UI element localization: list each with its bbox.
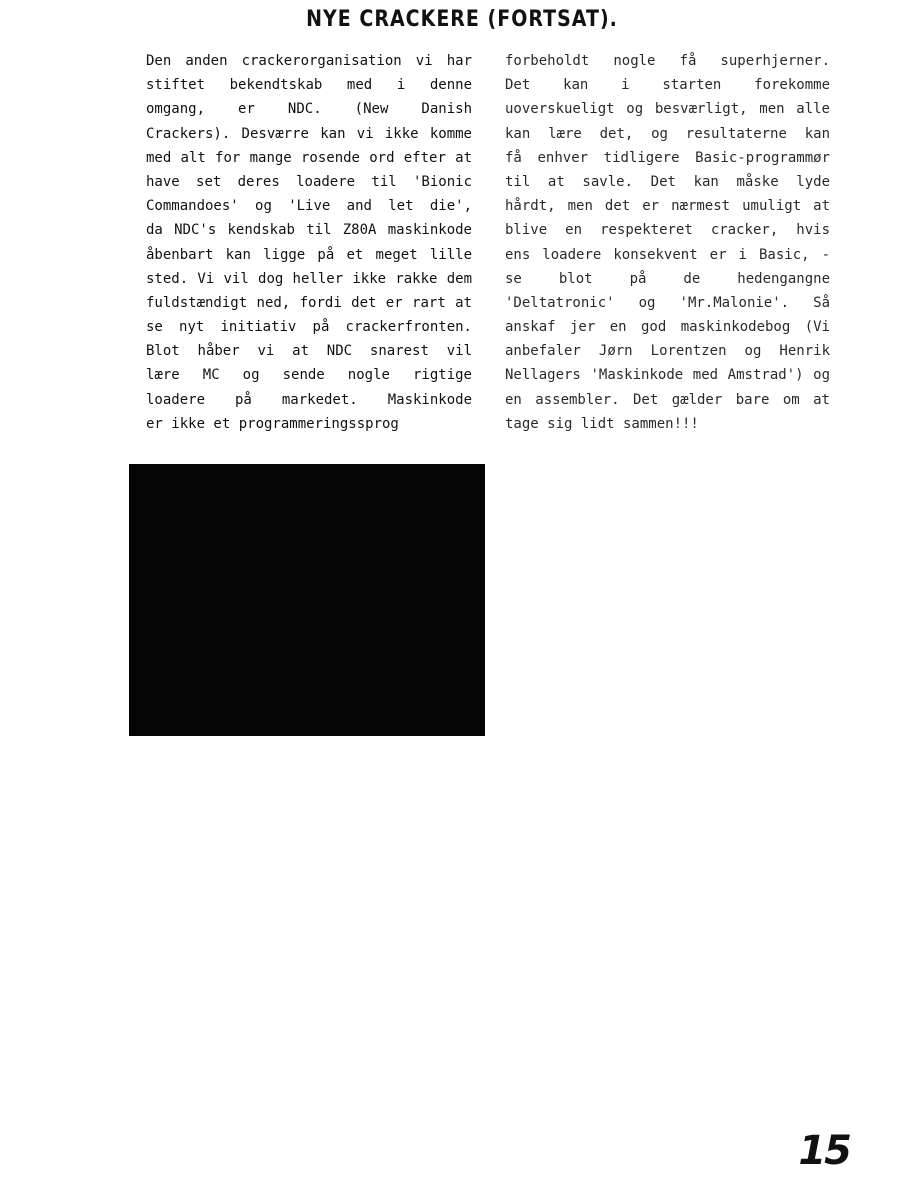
left-text-column — [146, 49, 472, 436]
left-column-line: have set deres loadere til 'Bionic — [146, 173, 472, 190]
right-column-line: til at savle. Det kan måske lyde — [505, 173, 830, 190]
right-text-column — [505, 49, 830, 436]
right-column-line: uoverskueligt og besværligt, men alle — [505, 101, 830, 118]
right-column-line: anskaf jer en god maskinkodebog (Vi — [505, 319, 830, 336]
left-column-line: fuldstændigt ned, fordi det er rart at — [146, 294, 472, 311]
left-column-line: sted. Vi vil dog heller ikke rakke dem — [146, 270, 472, 287]
right-column-line: få enhver tidligere Basic-programmør — [505, 149, 830, 166]
left-column-line: Blot håber vi at NDC snarest vil — [146, 343, 472, 360]
left-column-line: Commandoes' og 'Live and let die', — [146, 198, 472, 215]
right-column-line: anbefaler Jørn Lorentzen og Henrik — [505, 343, 830, 360]
right-column-line: Nellagers 'Maskinkode med Amstrad') og — [505, 367, 830, 384]
left-column-line: er ikke et programmeringssprog — [146, 415, 399, 432]
left-column-line: se nyt initiativ på crackerfronten. — [146, 319, 472, 336]
left-column-line: åbenbart kan ligge på et meget lille — [146, 246, 472, 263]
left-column-line: da NDC's kendskab til Z80A maskinkode — [146, 222, 472, 239]
left-column-line: loadere på markedet. Maskinkode — [146, 391, 472, 408]
right-column-line: hårdt, men det er nærmest umuligt at — [505, 198, 830, 215]
right-column-line: 'Deltatronic' og 'Mr.Malonie'. Så — [505, 294, 830, 311]
right-column-line: en assembler. Det gælder bare om at — [505, 391, 830, 408]
right-column-line: blive en respekteret cracker, hvis — [505, 222, 830, 239]
right-column-line: Det kan i starten forekomme — [505, 77, 830, 94]
page-number: 15 — [798, 1128, 850, 1174]
right-column-line: se blot på de hedengangne — [505, 270, 830, 287]
right-column-line: forbeholdt nogle få superhjerner. — [505, 53, 830, 69]
redacted-image-block — [129, 464, 485, 736]
right-column-line: ens loadere konsekvent er i Basic, - — [505, 246, 830, 263]
left-column-line: med alt for mange rosende ord efter at — [146, 149, 472, 166]
left-column-line: stiftet bekendtskab med i denne — [146, 77, 472, 94]
left-column-line: lære MC og sende nogle rigtige — [146, 367, 472, 384]
right-column-line: tage sig lidt sammen!!! — [505, 415, 699, 432]
right-column-line: kan lære det, og resultaterne kan — [505, 125, 830, 142]
article-title: NYE CRACKERE (FORTSAT). — [306, 6, 618, 32]
left-column-line: Crackers). Desværre kan vi ikke komme — [146, 125, 472, 142]
left-column-line: Den anden crackerorganisation vi har — [146, 53, 472, 69]
left-column-line: omgang, er NDC. (New Danish — [146, 101, 472, 118]
